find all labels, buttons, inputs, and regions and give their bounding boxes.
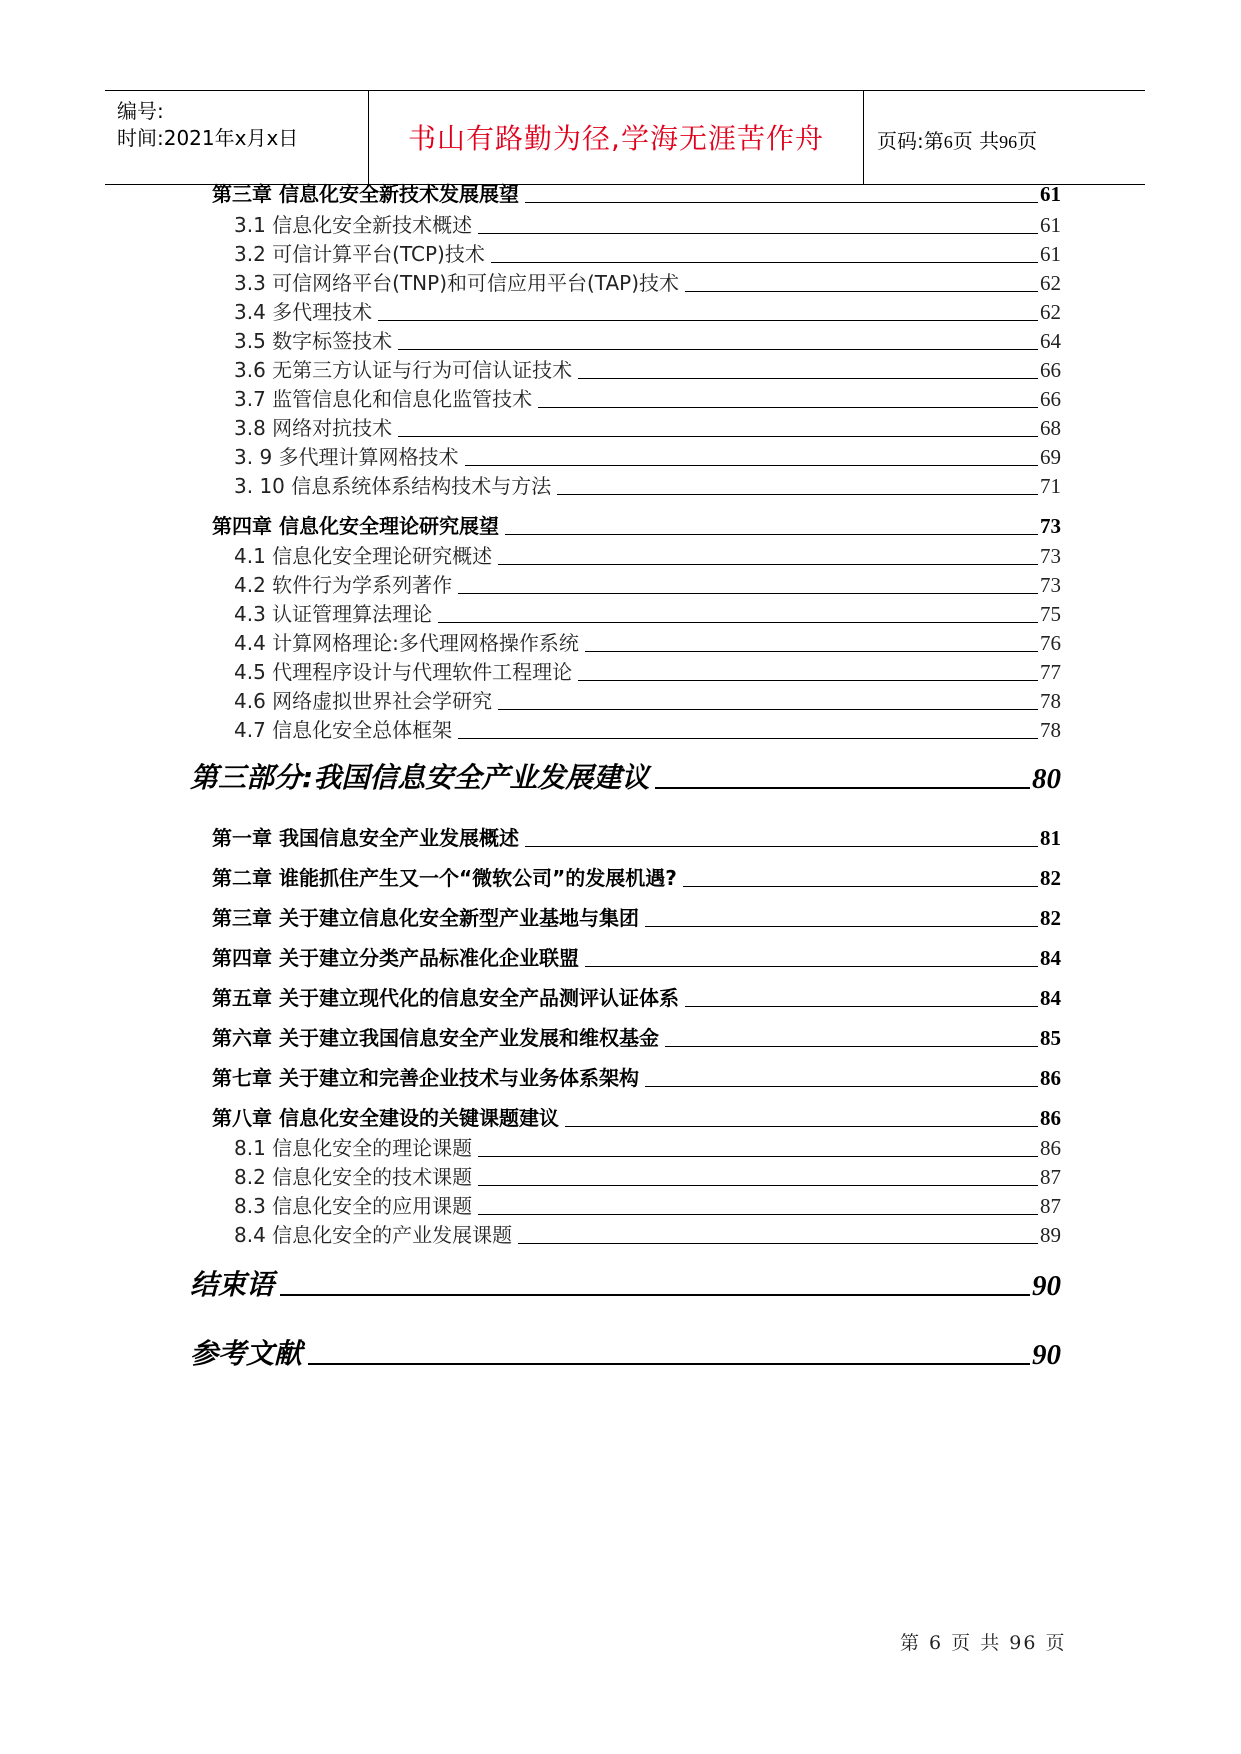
toc-leader-line — [578, 680, 1038, 681]
toc-entry-title: 3.2 可信计算平台(TCP)技术 — [234, 242, 485, 266]
toc-entry-page: 82 — [1040, 906, 1061, 930]
toc-entry[interactable] — [190, 1332, 1061, 1372]
toc-entry[interactable] — [234, 1221, 1061, 1248]
toc-leader-line — [665, 1046, 1038, 1047]
toc-entry-title: 第三章 信息化安全新技术发展展望 — [212, 182, 519, 206]
toc-entry-title: 3.3 可信网络平台(TNP)和可信应用平台(TAP)技术 — [234, 271, 680, 295]
toc-entry-page: 85 — [1040, 1026, 1061, 1050]
toc-leader-line — [478, 233, 1038, 234]
toc-entry[interactable] — [234, 298, 1061, 325]
header-left-cell — [105, 91, 369, 184]
toc-entry[interactable] — [212, 1023, 1061, 1051]
toc-entry-page: 86 — [1040, 1066, 1061, 1090]
toc-leader-line — [491, 262, 1038, 263]
toc-entry-title: 4.4 计算网格理论:多代理网格操作系统 — [234, 631, 579, 655]
toc-entry-page: 73 — [1040, 544, 1061, 568]
toc-entry-title: 3.4 多代理技术 — [234, 300, 373, 324]
toc-entry-title: 结束语 — [190, 1268, 275, 1301]
toc-entry[interactable] — [234, 472, 1061, 499]
page-header — [105, 90, 1145, 185]
toc-entry-title: 第四章 信息化安全理论研究展望 — [212, 514, 499, 538]
header-page-cell — [865, 91, 1145, 184]
toc-entry[interactable] — [234, 542, 1061, 569]
toc-entry-title: 第六章 关于建立我国信息安全产业发展和维权基金 — [212, 1026, 659, 1050]
toc-entry[interactable] — [234, 629, 1061, 656]
toc-leader-line — [518, 1243, 1038, 1244]
toc-entry[interactable] — [234, 687, 1061, 714]
toc-entry[interactable] — [234, 211, 1061, 238]
toc-entry[interactable] — [212, 983, 1061, 1011]
toc-entry-title: 第四章 关于建立分类产品标准化企业联盟 — [212, 946, 579, 970]
toc-entry-title: 3.8 网络对抗技术 — [234, 416, 393, 440]
page-prefix: 页码:第 — [877, 129, 944, 153]
toc-entry-page: 71 — [1040, 474, 1061, 498]
toc-entry-title: 4.2 软件行为学系列著作 — [234, 573, 453, 597]
toc-leader-line — [280, 1294, 1030, 1296]
page-footer: 第 6 页 共 96 页 — [900, 1632, 1067, 1654]
toc-entry-title: 第五章 关于建立现代化的信息安全产品测评认证体系 — [212, 986, 679, 1010]
toc-entry-title: 3. 9 多代理计算网格技术 — [234, 445, 459, 469]
toc-leader-line — [498, 709, 1038, 710]
toc-leader-line — [585, 966, 1038, 967]
toc-entry[interactable] — [234, 414, 1061, 441]
toc-entry[interactable] — [234, 600, 1061, 627]
toc-entry-title: 8.1 信息化安全的理论课题 — [234, 1136, 473, 1160]
page-suffix: 页 — [1017, 129, 1038, 153]
toc-entry-page: 66 — [1040, 358, 1061, 382]
toc-leader-line — [557, 494, 1038, 495]
toc-entry[interactable] — [190, 1263, 1061, 1303]
toc-leader-line — [478, 1156, 1038, 1157]
page-current: 6 — [943, 132, 953, 152]
toc-entry[interactable] — [190, 756, 1061, 796]
page-total: 96 — [999, 132, 1018, 152]
toc-entry-page: 64 — [1040, 329, 1061, 353]
toc-entry-page: 73 — [1040, 573, 1061, 597]
header-motto-cell — [369, 91, 864, 184]
toc-entry-title: 3.7 监管信息化和信息化监管技术 — [234, 387, 533, 411]
toc-entry-title: 4.7 信息化安全总体框架 — [234, 718, 453, 742]
toc-leader-line — [438, 622, 1038, 623]
toc-entry-page: 69 — [1040, 445, 1061, 469]
toc-entry-page: 61 — [1040, 242, 1061, 266]
toc-leader-line — [498, 564, 1038, 565]
toc-leader-line — [578, 378, 1038, 379]
toc-entry-title: 第一章 我国信息安全产业发展概述 — [212, 826, 519, 850]
toc-entry[interactable] — [234, 443, 1061, 470]
toc-entry[interactable] — [212, 943, 1061, 971]
toc-entry[interactable] — [234, 716, 1061, 743]
toc-entry-page: 77 — [1040, 660, 1061, 684]
toc-leader-line — [685, 291, 1038, 292]
toc-entry-page: 62 — [1040, 300, 1061, 324]
toc-entry-title: 8.2 信息化安全的技术课题 — [234, 1165, 473, 1189]
toc-entry-page: 75 — [1040, 602, 1061, 626]
toc-entry-title: 参考文献 — [190, 1337, 303, 1370]
toc-entry[interactable] — [212, 863, 1061, 891]
toc-leader-line — [458, 593, 1038, 594]
toc-entry-page: 68 — [1040, 416, 1061, 440]
page-mid: 页 共 — [952, 129, 1000, 153]
toc-entry[interactable] — [234, 240, 1061, 267]
toc-entry-title: 3. 10 信息系统体系结构技术与方法 — [234, 474, 552, 498]
toc-entry-title: 8.3 信息化安全的应用课题 — [234, 1194, 473, 1218]
toc-entry-page: 84 — [1040, 986, 1061, 1010]
toc-leader-line — [645, 1086, 1038, 1087]
toc-leader-line — [465, 465, 1038, 466]
toc-leader-line — [478, 1214, 1038, 1215]
toc-leader-line — [505, 534, 1038, 535]
toc-entry-page: 66 — [1040, 387, 1061, 411]
document-number-label: 编号: — [117, 99, 164, 123]
toc-entry-title: 3.1 信息化安全新技术概述 — [234, 213, 473, 237]
toc-entry-page: 76 — [1040, 631, 1061, 655]
toc-entry[interactable] — [234, 1192, 1061, 1219]
toc-entry-page: 87 — [1040, 1165, 1061, 1189]
toc-entry-title: 4.5 代理程序设计与代理软件工程理论 — [234, 660, 573, 684]
toc-entry-page: 89 — [1040, 1223, 1061, 1247]
toc-entry-title: 4.6 网络虚拟世界社会学研究 — [234, 689, 493, 713]
toc-entry-page: 86 — [1040, 1106, 1061, 1130]
toc-entry[interactable] — [234, 356, 1061, 383]
toc-leader-line — [308, 1363, 1030, 1365]
toc-entry-page: 84 — [1040, 946, 1061, 970]
toc-entry[interactable] — [212, 903, 1061, 931]
toc-leader-line — [525, 202, 1038, 203]
toc-entry[interactable] — [234, 571, 1061, 598]
toc-leader-line — [398, 436, 1038, 437]
toc-entry[interactable] — [234, 327, 1061, 354]
toc-entry-page: 87 — [1040, 1194, 1061, 1218]
toc-entry[interactable] — [212, 823, 1061, 851]
toc-entry-title: 8.4 信息化安全的产业发展课题 — [234, 1223, 513, 1247]
toc-leader-line — [565, 1126, 1038, 1127]
toc-entry[interactable] — [212, 1063, 1061, 1091]
toc-leader-line — [685, 1006, 1038, 1007]
toc-entry-title: 第二章 谁能抓住产生又一个“微软公司”的发展机遇? — [212, 866, 677, 890]
toc-entry-page: 82 — [1040, 866, 1061, 890]
toc-entry-title: 4.1 信息化安全理论研究概述 — [234, 544, 493, 568]
toc-entry[interactable] — [234, 269, 1061, 296]
toc-entry-page: 62 — [1040, 271, 1061, 295]
toc-entry-page: 73 — [1040, 514, 1061, 538]
toc-leader-line — [683, 886, 1038, 887]
header-page-number — [877, 125, 1037, 154]
toc-entry-title: 3.5 数字标签技术 — [234, 329, 393, 353]
toc-leader-line — [585, 651, 1038, 652]
toc-leader-line — [525, 846, 1038, 847]
toc-entry-title: 第三部分:我国信息安全产业发展建议 — [190, 761, 650, 794]
toc-entry-title: 第三章 关于建立信息化安全新型产业基地与集团 — [212, 906, 639, 930]
toc-entry-page: 78 — [1040, 689, 1061, 713]
toc-entry-title: 第八章 信息化安全建设的关键课题建议 — [212, 1106, 559, 1130]
toc-leader-line — [378, 320, 1038, 321]
toc-entry-title: 4.3 认证管理算法理论 — [234, 602, 433, 626]
toc-entry[interactable] — [212, 511, 1061, 539]
toc-leader-line — [398, 349, 1038, 350]
toc-entry[interactable] — [212, 179, 1061, 207]
toc-entry-page: 90 — [1032, 1339, 1061, 1371]
toc-entry-title: 第七章 关于建立和完善企业技术与业务体系架构 — [212, 1066, 639, 1090]
toc-entry[interactable] — [234, 385, 1061, 412]
toc-leader-line — [538, 407, 1038, 408]
toc-leader-line — [478, 1185, 1038, 1186]
toc-entry[interactable] — [234, 1163, 1061, 1190]
toc-leader-line — [458, 738, 1038, 739]
header-motto: 书山有路勤为径,学海无涯苦作舟 — [408, 122, 824, 155]
toc-entry-title: 3.6 无第三方认证与行为可信认证技术 — [234, 358, 573, 382]
toc-entry-page: 61 — [1040, 213, 1061, 237]
document-time-label: 时间:2021年x月x日 — [117, 126, 299, 150]
toc-entry-page: 61 — [1040, 182, 1061, 206]
toc-entry[interactable] — [212, 1103, 1061, 1131]
toc-entry-page: 80 — [1032, 763, 1061, 795]
toc-leader-line — [645, 926, 1038, 927]
toc-leader-line — [655, 787, 1030, 789]
toc-entry[interactable] — [234, 658, 1061, 685]
toc-entry-page: 86 — [1040, 1136, 1061, 1160]
toc-entry-page: 81 — [1040, 826, 1061, 850]
toc-entry[interactable] — [234, 1134, 1061, 1161]
toc-entry-page: 90 — [1032, 1270, 1061, 1302]
toc-entry-page: 78 — [1040, 718, 1061, 742]
